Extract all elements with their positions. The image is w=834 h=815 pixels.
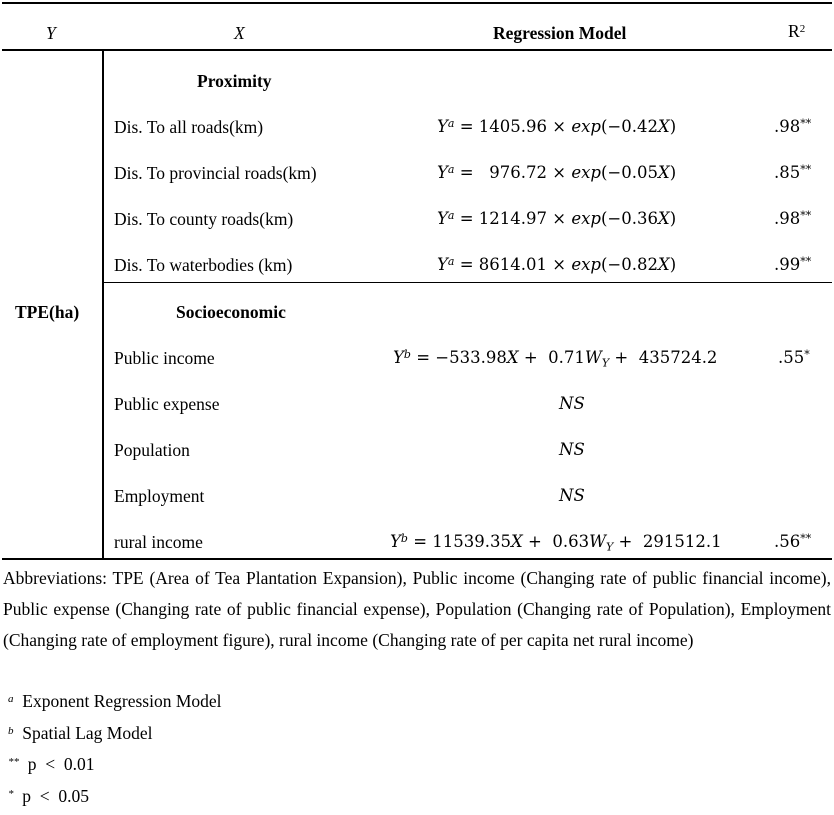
header-x: X (234, 23, 245, 43)
not-significant: NS (559, 440, 585, 459)
regression-equation: $Y^a = 1405.96 \times \exp(-0.42X)$ (437, 117, 677, 136)
footnote-a: $^a$ Exponent Regression Model (8, 691, 222, 711)
abbreviations-note: Abbreviations: TPE (Area of Tea Plantation Expansion), Public income (Changing rate of public financial income), Public expense (Changing rate of public financial expense), Population (Changing rate of Population), Employment (Changing rate of employment figure), rural income (Changing rate of per capita net rural income) (3, 568, 831, 650)
row-label: Dis. To county roads(km) (114, 209, 294, 229)
not-significant: NS (559, 394, 585, 413)
row-label: Public expense (114, 394, 220, 414)
r2-value: .56** (774, 532, 812, 551)
r2-value: .99** (774, 255, 812, 274)
section-title-socioeconomic: Socioeconomic (176, 302, 286, 322)
column-divider (102, 51, 104, 558)
table-top-rule (2, 2, 832, 4)
row-label: rural income (114, 532, 203, 552)
row-label: Public income (114, 348, 215, 368)
not-significant: NS (559, 486, 585, 505)
row-label: Population (114, 440, 190, 460)
section-divider (102, 282, 832, 283)
section-title-proximity: Proximity (197, 71, 272, 91)
header-model: Regression Model (493, 23, 627, 43)
r2-value: .85** (774, 163, 812, 182)
r2-base: R (788, 21, 800, 41)
r2-value: .98** (774, 209, 812, 228)
regression-equation: $Y^b = 11539.35X + 0.63W_Y + 291512.1$ (390, 532, 722, 554)
row-label: Employment (114, 486, 205, 506)
header-r2 (788, 21, 805, 42)
table-bottom-rule (2, 558, 832, 560)
y-variable: TPE(ha) (15, 302, 80, 322)
regression-equation: $Y^a = 1214.97 \times \exp(-0.36X)$ (437, 209, 677, 228)
r2-value: .55* (778, 348, 810, 367)
row-label: Dis. To waterbodies (km) (114, 255, 293, 275)
regression-equation: $Y^a = 976.72 \times \exp(-0.05X)$ (437, 163, 677, 182)
header-rule (2, 49, 832, 51)
footnote-p05: * p < 0.05 (8, 786, 89, 806)
row-label: Dis. To all roads(km) (114, 117, 264, 137)
r2-sup: 2 (799, 23, 806, 36)
row-label: Dis. To provincial roads(km) (114, 163, 317, 183)
header-y: Y (46, 23, 56, 43)
footnote-b: $^b$ Spatial Lag Model (8, 723, 153, 743)
footnote-p01: ** p < 0.01 (8, 754, 95, 774)
regression-equation: $Y^b = -533.98X + 0.71W_Y + 435724.2$ (393, 348, 718, 370)
regression-equation: $Y^a = 8614.01 \times \exp(-0.82X)$ (437, 255, 677, 274)
r2-value: .98** (774, 117, 812, 136)
